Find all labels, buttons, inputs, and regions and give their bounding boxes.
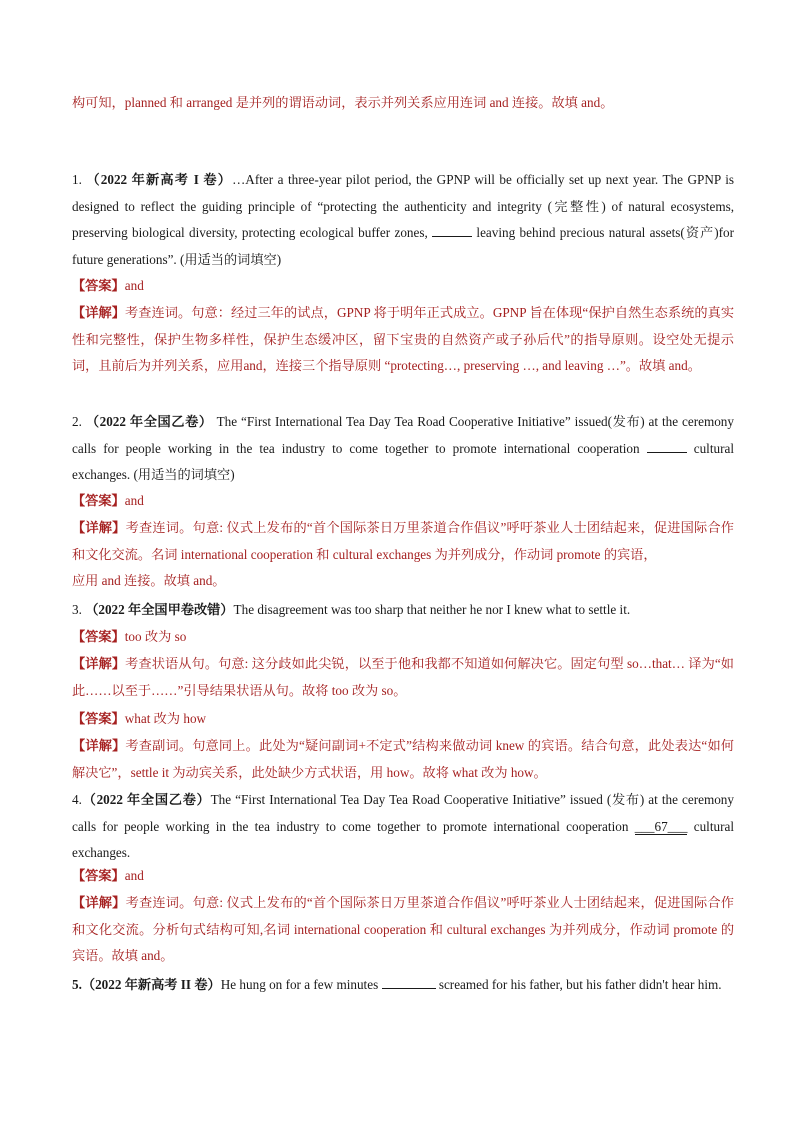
detail-text: ，连接三个指导原则 “protecting…, preserving …, and leaving …”。故填 and。 — [262, 358, 701, 373]
detail-text: 和 — [426, 921, 447, 937]
question-text: The “First International Tea Day Tea Road Cooperative Initiative” issued (发布) at the ceremony calls for people working in the tea industry to come together to promote international cooperation — [72, 792, 734, 834]
answer-blank[interactable] — [382, 974, 436, 989]
detail-text: 考查状语从句。句意: 这分歧如此尖锐，以至于他和我都不知道如何解决它。固定句型 — [125, 656, 628, 671]
detail-text: and — [243, 358, 263, 373]
intro-text: 构可知， — [72, 95, 125, 110]
detail-text: so…that… 译为“如此……以至于……”引导结果状语从句。故将 too 改为 so。 — [72, 656, 734, 698]
question-source: （2022 年新高考 I 卷） — [86, 172, 233, 187]
detail-text: 考查连词。句意: 仪式上发布的“首个国际茶日万里茶道合作倡议”呼吁茶业人士团结起来，促进国际合作和文化交流。名词 — [72, 520, 734, 562]
detail-text: international cooperation — [293, 921, 427, 937]
detail-text: knew — [495, 738, 525, 753]
question-source: （2022 年全国乙卷） — [85, 414, 213, 429]
detail-text: 为并列成分，作动词 — [431, 546, 557, 562]
answer-blank[interactable] — [432, 222, 472, 237]
answer-line — [72, 273, 734, 300]
question-source: （2022 年全国乙卷） — [81, 792, 211, 807]
question-3 — [72, 597, 734, 624]
question-4 — [72, 787, 734, 867]
question-number: 1. — [72, 172, 82, 187]
detail-text: 的宾语。故填 and。 — [72, 921, 734, 963]
answer-label: 【答案】 — [72, 278, 125, 293]
detail-text: 为并列成分，作动词 — [545, 921, 674, 937]
detail-text: GPNP 将于明年正式成立。GPNP 旨在体现“保护自然生态系统的真实性和完整性，保护生物多样性，保护生态缓冲区，留下宝贵的自然资产或子孙后代”的指导原则。设空处无提示词，且前后为并列关系，应用 — [72, 305, 735, 373]
detail-text: 考查连词。句意: 仪式上发布的“首个国际茶日万里茶道合作倡议”呼吁茶业人士团结起来，促进国际合作和文化交流。分析句式结构可知,名词 — [72, 895, 734, 937]
answer-line — [72, 863, 734, 890]
question-5 — [72, 972, 734, 999]
answer-label: 【答案】 — [72, 711, 125, 726]
question-number: 4. — [72, 792, 82, 807]
detail-label: 【详解】 — [72, 656, 126, 671]
question-text: The “First International Tea Day Tea Road Cooperative Initiative” issued(发布) at the ceremony calls for people working in the tea industry to come together to promote international cooperation — [72, 414, 734, 456]
answer-label: 【答案】 — [72, 868, 125, 883]
detail-paragraph — [72, 733, 734, 786]
detail-text: promote — [556, 546, 601, 562]
answer-line — [72, 488, 734, 515]
blank-number: 67 — [654, 818, 668, 834]
blank-underline: ___ — [667, 818, 688, 834]
detail-text: 和 — [313, 546, 333, 562]
question-text: screamed for his father, but his father didn't hear him. — [435, 977, 722, 992]
detail-paragraph — [72, 300, 734, 380]
detail-text: cultural exchanges — [332, 546, 432, 562]
question-text: cultural exchanges. (用适当的词填空) — [72, 440, 734, 482]
answer-blank[interactable] — [635, 819, 688, 835]
question-text: He hung on for a few minutes — [220, 977, 382, 992]
question-number: 3. — [72, 602, 82, 617]
detail-text: 应用 and 连接。故填 and。 — [72, 573, 226, 588]
answer-value: too 改为 so — [124, 629, 187, 644]
detail-label: 【详解】 — [72, 738, 126, 753]
answer-value: and — [124, 493, 144, 508]
answer-value: what 改为 how — [124, 711, 207, 726]
question-number: 2. — [72, 414, 82, 429]
question-source: （2022 年全国甲卷改错） — [85, 602, 234, 617]
detail-label: 【详解】 — [72, 305, 125, 320]
detail-text: 考查副词。句意同上。此处为“疑问副词+不定式”结构来做动词 — [125, 738, 496, 753]
detail-text: cultural exchanges — [446, 921, 546, 937]
answer-value: and — [124, 868, 144, 883]
question-text: …After a three-year pilot period, the GPNP will be officially set up next year. The GPNP is designed to reflect the guiding principle of “protecting the authenticity and integrity (完整性) of natural ecosystems, preserving biological diversity, protecting ecological buffer zones, — [72, 172, 735, 240]
answer-line — [72, 706, 734, 733]
detail-text: 的宾语。结合句意，此处表达“如何解决它”， — [72, 738, 734, 780]
question-number: 5. — [72, 977, 82, 992]
detail-label: 【详解】 — [72, 895, 126, 910]
detail-label: 【详解】 — [72, 520, 126, 535]
intro-word-arranged: arranged — [186, 95, 233, 110]
intro-text: 和 — [166, 95, 187, 110]
intro-text: 连接。故填 — [508, 95, 582, 110]
answer-blank[interactable] — [647, 438, 687, 453]
detail-paragraph — [72, 515, 734, 595]
question-text: leaving behind precious natural assets(资产)for future generations”. (用适当的词填空) — [72, 225, 734, 267]
answer-value: and — [124, 278, 144, 293]
detail-paragraph — [72, 651, 734, 704]
question-2 — [72, 409, 734, 489]
intro-word-planned: planned — [124, 95, 167, 110]
intro-word-and: and — [489, 95, 509, 110]
detail-text: promote — [673, 921, 718, 937]
detail-text: 考查连词。句意：经过三年的试点， — [125, 305, 337, 320]
detail-text: international cooperation — [180, 546, 313, 562]
detail-text: settle it 为动宾关系，此处缺少方式状语，用 how。故将 what 改为 how。 — [130, 764, 547, 780]
question-text: cultural exchanges. — [72, 818, 734, 860]
intro-word-and: and — [581, 95, 601, 110]
answer-label: 【答案】 — [72, 493, 125, 508]
detail-text: 的宾语， — [600, 546, 657, 562]
detail-paragraph — [72, 890, 734, 970]
intro-paragraph — [72, 90, 734, 117]
intro-text: 。 — [600, 95, 614, 110]
question-source: （2022 年新高考 II 卷） — [81, 977, 221, 992]
blank-underline: ___ — [634, 818, 655, 834]
question-text: The disagreement was too sharp that neither he nor I knew what to settle it. — [233, 602, 631, 617]
intro-text: 是并列的谓语动词，表示并列关系应用连词 — [232, 95, 490, 110]
answer-line — [72, 624, 734, 651]
question-1 — [72, 167, 734, 273]
answer-label: 【答案】 — [72, 629, 125, 644]
